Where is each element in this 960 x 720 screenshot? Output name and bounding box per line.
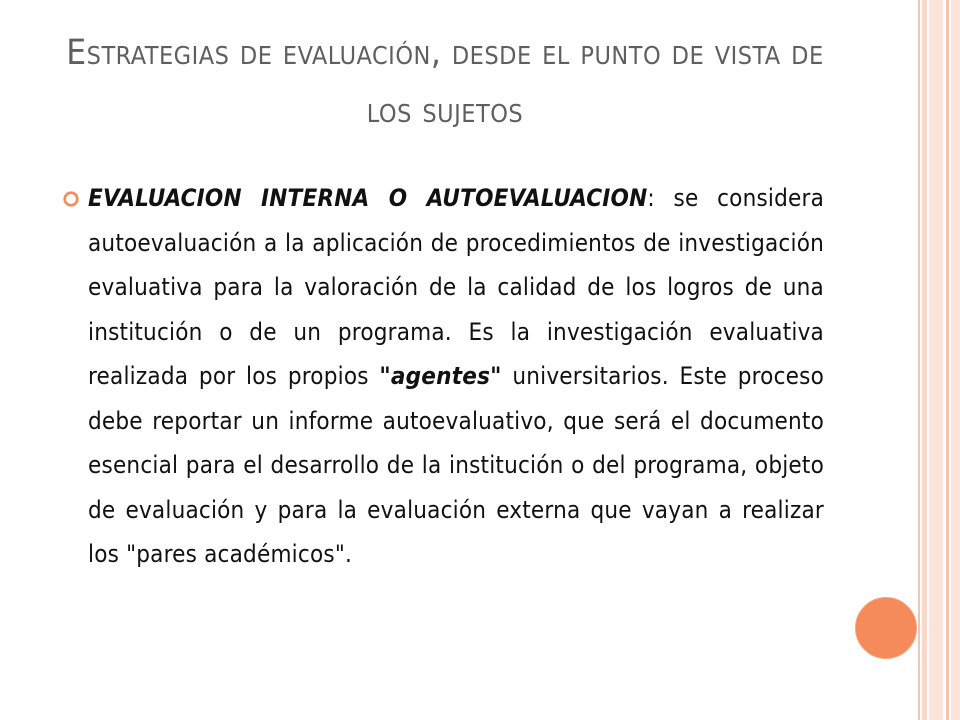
decorative-stripe bbox=[946, 0, 949, 720]
orange-circle-decoration bbox=[855, 597, 917, 659]
bullet-emphasis: "agentes" bbox=[379, 362, 502, 390]
decorative-stripe bbox=[922, 0, 927, 720]
slide-title: Estrategias de evaluación, desde el punto de vista de los sujetos bbox=[66, 33, 824, 131]
decorative-stripe bbox=[929, 0, 943, 720]
bullet-ring-icon bbox=[62, 190, 80, 208]
bullet-text-part-2: universitarios. Este proceso debe reportar un informe autoevaluativo, que será el documento esencial para el desarrollo de la institución o del programa, objeto de evaluación y para la evaluación externa que vayan a realizar los "pares académicos". bbox=[88, 362, 824, 568]
decorative-stripe bbox=[951, 0, 960, 720]
bullet-item bbox=[62, 176, 824, 577]
bullet-text bbox=[88, 176, 824, 577]
bullet-term: EVALUACION INTERNA O AUTOEVALUACION bbox=[88, 184, 648, 212]
decorative-stripe bbox=[918, 0, 920, 720]
bullet-text-part-1: : se considera autoevaluación a la aplicación de procedimientos de investigación evaluativa para la valoración de la calidad de los logros de una institución o de un programa. Es la investigación evaluativa realizada por los propios bbox=[88, 184, 825, 390]
